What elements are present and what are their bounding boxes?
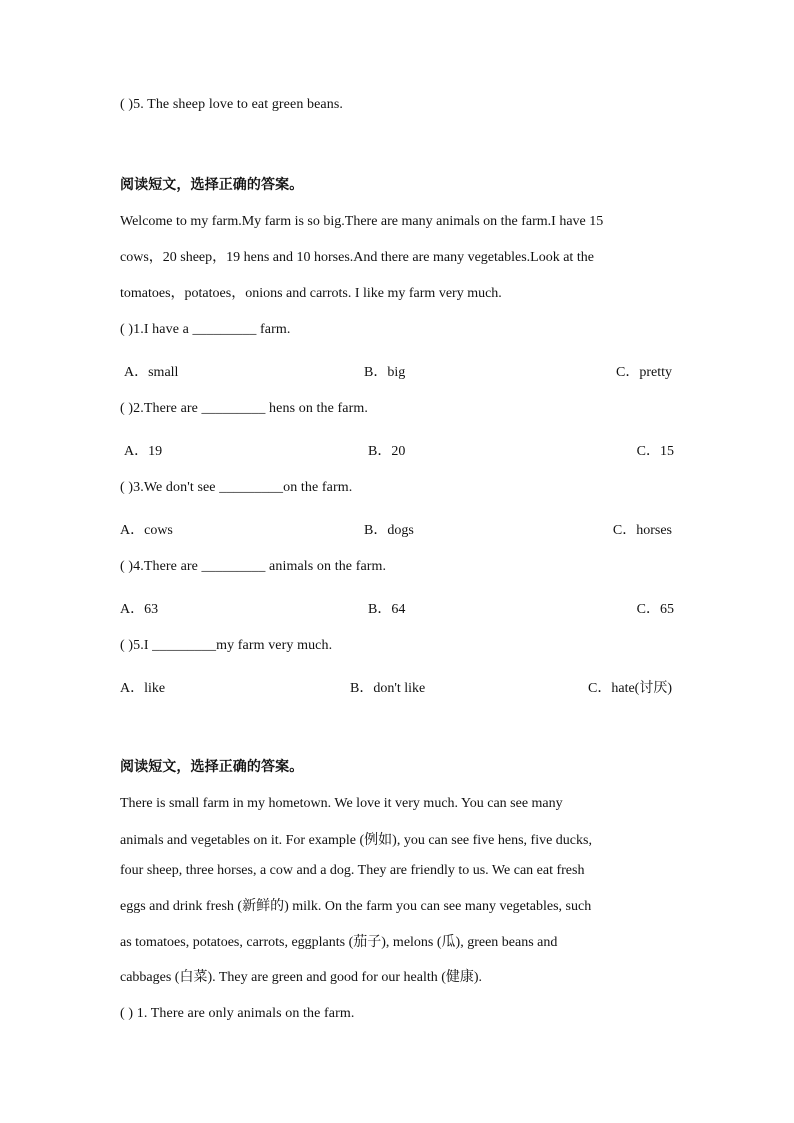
option-b: B．dogs: [364, 523, 414, 538]
passage-line: animals and vegetables on it. For example (例如), you can see five hens, five ducks,: [120, 833, 592, 848]
options-row: [120, 519, 674, 539]
question-stem: ( )1.I have a _________ farm.: [120, 322, 291, 337]
option-c: C．15: [636, 444, 674, 459]
option-a: A．small: [124, 365, 179, 380]
question-top-5: ( )5. The sheep love to eat green beans.: [120, 97, 343, 112]
section2-heading: 阅读短文，选择正确的答案。: [120, 759, 304, 775]
passage-line: tomatoes，potatoes，onions and carrots. I like my farm very much.: [120, 286, 502, 301]
option-c: C．pretty: [616, 365, 672, 380]
option-c: C．horses: [612, 523, 672, 538]
question-stem: ( ) 1. There are only animals on the farm.: [120, 1006, 355, 1021]
question-stem: ( )4.There are _________ animals on the farm.: [120, 559, 387, 574]
passage-line: as tomatoes, potatoes, carrots, eggplants (茄子), melons (瓜), green beans and: [120, 935, 558, 950]
options-row: [120, 440, 674, 460]
passage-line: Welcome to my farm.My farm is so big.There are many animals on the farm.I have 15: [120, 214, 604, 229]
section1-heading: 阅读短文，选择正确的答案。: [120, 177, 304, 193]
options-row: [120, 361, 674, 381]
question-stem: ( )2.There are _________ hens on the farm.: [120, 401, 368, 416]
option-a: A．cows: [120, 523, 173, 538]
passage-line: cows，20 sheep，19 hens and 10 horses.And there are many vegetables.Look at the: [120, 250, 594, 265]
option-a: A．63: [120, 602, 159, 617]
passage-line: There is small farm in my hometown. We love it very much. You can see many: [120, 796, 563, 811]
question-stem: ( )5.I _________my farm very much.: [120, 638, 333, 653]
option-b: B．don't like: [350, 681, 426, 696]
option-a: A．19: [124, 444, 163, 459]
option-a: A．like: [120, 681, 166, 696]
question-stem: ( )3.We don't see _________on the farm.: [120, 480, 353, 495]
options-row: [120, 598, 674, 618]
options-row: [120, 677, 674, 697]
option-c: C．hate(讨厌): [588, 681, 672, 696]
passage-line: cabbages (白菜). They are green and good for our health (健康).: [120, 970, 483, 985]
passage-line: eggs and drink fresh (新鲜的) milk. On the farm you can see many vegetables, such: [120, 899, 592, 914]
option-c: C．65: [636, 602, 674, 617]
option-b: B．64: [368, 602, 406, 617]
option-b: B．big: [364, 365, 406, 380]
option-b: B．20: [368, 444, 406, 459]
passage-line: four sheep, three horses, a cow and a dog. They are friendly to us. We can eat fresh: [120, 863, 585, 878]
